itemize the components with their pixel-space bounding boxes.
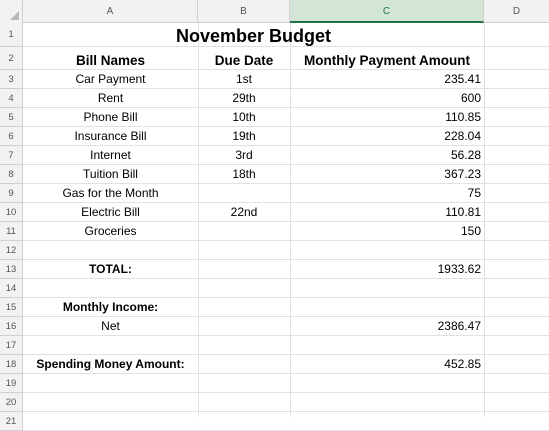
row-header-14[interactable]: 14 <box>0 279 23 298</box>
due-date-cell[interactable]: 18th <box>232 167 256 181</box>
row-header-20[interactable]: 20 <box>0 393 23 412</box>
row-header-19[interactable]: 19 <box>0 374 23 393</box>
bill-name-cell[interactable]: Insurance Bill <box>74 129 147 143</box>
due-date-cell[interactable] <box>198 184 290 203</box>
due-date-cell[interactable]: 19th <box>232 129 256 143</box>
row-header-13[interactable]: 13 <box>0 260 23 279</box>
row-header-2[interactable]: 2 <box>0 47 23 70</box>
net-value[interactable]: 2386.47 <box>437 319 481 333</box>
due-date-cell[interactable]: 29th <box>232 91 256 105</box>
row-header-5[interactable]: 5 <box>0 108 23 127</box>
due-date-cell[interactable]: 1st <box>235 72 252 86</box>
bill-name-cell[interactable]: Car Payment <box>75 72 146 86</box>
column-header-d[interactable]: D <box>512 6 521 17</box>
row-header-8[interactable]: 8 <box>0 165 23 184</box>
monthly-income-label[interactable]: Monthly Income: <box>62 300 159 314</box>
row-header-15[interactable]: 15 <box>0 298 23 317</box>
bill-name-cell[interactable]: Groceries <box>84 224 137 238</box>
row-header-11[interactable]: 11 <box>0 222 23 241</box>
row-header-16[interactable]: 16 <box>0 317 23 336</box>
row-header-1[interactable]: 1 <box>0 23 23 47</box>
total-label[interactable]: TOTAL: <box>89 262 132 276</box>
due-date-cell[interactable]: 10th <box>232 110 256 124</box>
header-monthly-payment: Monthly Payment Amount <box>303 53 470 68</box>
row-header-7[interactable]: 7 <box>0 146 23 165</box>
amount-cell[interactable]: 110.85 <box>445 110 481 124</box>
grid-line <box>484 23 485 417</box>
column-header-a[interactable]: A <box>23 0 198 23</box>
net-label[interactable]: Net <box>101 319 120 333</box>
due-date-cell[interactable]: 22nd <box>230 205 258 219</box>
amount-cell[interactable]: 56.28 <box>450 148 481 162</box>
due-date-cell[interactable] <box>198 222 290 241</box>
amount-cell[interactable]: 150 <box>460 224 481 238</box>
bill-name-cell[interactable]: Gas for the Month <box>62 186 159 200</box>
amount-cell[interactable]: 235.41 <box>444 72 481 86</box>
row-header-12[interactable]: 12 <box>0 241 23 260</box>
row-header-10[interactable]: 10 <box>0 203 23 222</box>
row-header-17[interactable]: 17 <box>0 336 23 355</box>
bill-name-cell[interactable]: Rent <box>97 91 124 105</box>
row-header-3[interactable]: 3 <box>0 70 23 89</box>
grid-line <box>23 392 549 393</box>
amount-cell[interactable]: 75 <box>467 186 481 200</box>
bill-name-cell[interactable]: Electric Bill <box>81 205 140 219</box>
bill-name-cell[interactable]: Phone Bill <box>83 110 138 124</box>
bill-name-cell[interactable]: Tuition Bill <box>83 167 138 181</box>
select-all-corner[interactable] <box>0 0 23 23</box>
column-header-b[interactable]: B <box>198 0 290 23</box>
spending-money-value[interactable]: 452.85 <box>444 357 481 371</box>
amount-cell[interactable]: 367.23 <box>444 167 481 181</box>
row-header-18[interactable]: 18 <box>0 355 23 374</box>
row-header-4[interactable]: 4 <box>0 89 23 108</box>
column-header-c[interactable]: C <box>290 0 484 23</box>
bill-name-cell[interactable]: Internet <box>90 148 131 162</box>
grid-line <box>23 411 549 412</box>
row-header-21[interactable]: 21 <box>0 412 23 431</box>
budget-title: November Budget <box>175 26 332 46</box>
amount-cell[interactable]: 600 <box>460 91 481 105</box>
due-date-cell[interactable]: 3rd <box>235 148 253 162</box>
total-value[interactable]: 1933.62 <box>437 262 481 276</box>
header-bill-names: Bill Names <box>75 53 146 68</box>
row-header-6[interactable]: 6 <box>0 127 23 146</box>
amount-cell[interactable]: 228.04 <box>444 129 481 143</box>
select-all-icon <box>10 11 19 20</box>
amount-cell[interactable]: 110.81 <box>445 205 481 219</box>
header-due-date: Due Date <box>214 53 274 68</box>
row-header-9[interactable]: 9 <box>0 184 23 203</box>
spending-money-label[interactable]: Spending Money Amount: <box>36 357 185 371</box>
